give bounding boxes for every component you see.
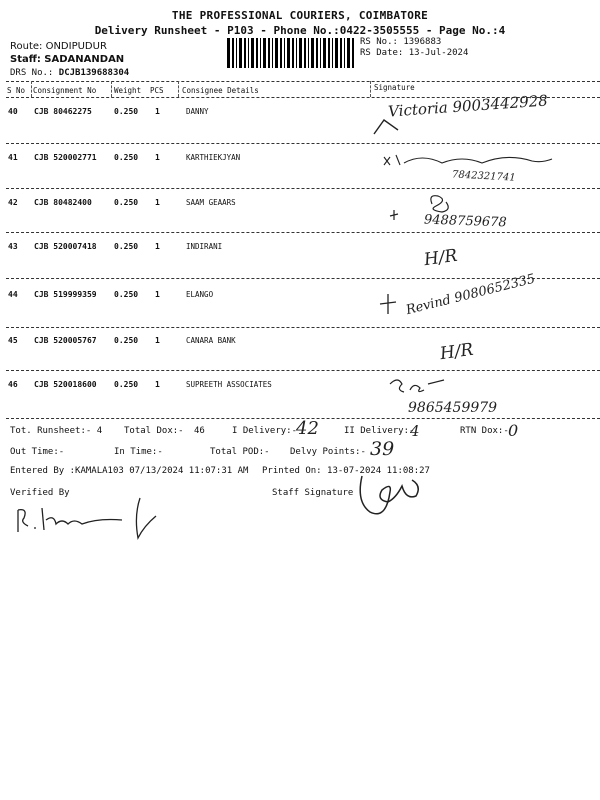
row-46-signature-mark [388, 376, 448, 398]
rtn-dox-value: 0 [508, 421, 519, 440]
row-40-consignment: CJB 80462275 [34, 107, 92, 116]
row-42-sno: 42 [8, 198, 18, 207]
row-42-consignment: CJB 80482400 [34, 198, 92, 207]
row-46-consignee: SUPREETH ASSOCIATES [186, 380, 272, 389]
out-time-label: Out Time:- [10, 447, 65, 457]
drs-label: DRS No.: [10, 68, 54, 78]
row-44-sno: 44 [8, 290, 18, 299]
row-40-consignee: DANNY [186, 107, 209, 116]
i-delivery-label: I Delivery:- [232, 426, 298, 436]
row-40-weight: 0.250 [114, 107, 139, 116]
row-44-signature-mark [376, 292, 406, 316]
row-46-consignment: CJB 520018600 [34, 380, 97, 389]
col-pcs: PCS [150, 86, 164, 95]
col-sep [31, 81, 32, 97]
tot-runsheet: Tot. Runsheet:- 4 [10, 426, 103, 436]
drs-value: DCJB139688304 [58, 68, 130, 78]
row-46-weight: 0.250 [114, 380, 139, 389]
row-46-pcs: 1 [155, 380, 160, 389]
row-divider [6, 188, 600, 189]
row-45-pcs: 1 [155, 336, 160, 345]
row-43-sno: 43 [8, 242, 18, 251]
verified-by-label: Verified By [10, 488, 70, 498]
delvy-points-value: 39 [370, 438, 395, 460]
row-45-weight: 0.250 [114, 336, 139, 345]
row-43-consignment: CJB 520007418 [34, 242, 97, 251]
row-41-consignment: CJB 520002771 [34, 153, 97, 162]
col-consignment: Consignment No [33, 86, 97, 95]
col-sno: S No [7, 86, 26, 95]
row-41-weight: 0.250 [114, 153, 139, 162]
row-41-pcs: 1 [155, 153, 160, 162]
row-41-sno: 41 [8, 153, 18, 162]
row-41-signature-mark [382, 151, 554, 169]
row-41-handwriting: 7842321741 [451, 169, 516, 184]
total-dox-value: 46 [194, 426, 205, 436]
row-42-pcs: 1 [155, 198, 160, 207]
in-time-label: In Time:- [114, 447, 163, 457]
row-42-handwriting: 9488759678 [423, 212, 507, 231]
header-divider-top [6, 81, 600, 82]
row-45-consignee: CANARA BANK [186, 336, 236, 345]
row-43-handwriting: H/R [422, 245, 459, 271]
printed-on: Printed On: 13-07-2024 11:08:27 [262, 466, 430, 476]
row-46-handwriting: 9865459979 [408, 400, 498, 416]
row-44-consignee: ELANGO [186, 290, 214, 299]
staff-signature-label: Staff Signature [272, 488, 354, 498]
row-divider [6, 370, 600, 371]
row-45-consignment: CJB 520005767 [34, 336, 97, 345]
i-delivery-value: 42 [296, 418, 319, 439]
col-sep [111, 81, 112, 97]
row-43-pcs: 1 [155, 242, 160, 251]
row-44-consignment: CJB 519999359 [34, 290, 97, 299]
row-divider [6, 232, 600, 233]
delvy-points-label: Delvy Points:- [290, 447, 366, 457]
col-signature: Signature [374, 83, 415, 92]
row-divider [6, 327, 600, 328]
staff-signature [346, 472, 426, 526]
total-pod-label: Total POD:- [210, 447, 270, 457]
rs-number: RS No.: 1396883 [360, 37, 442, 47]
entered-by: Entered By :KAMALA103 07/13/2024 11:07:31 AM [10, 466, 249, 476]
row-divider [6, 143, 600, 144]
row-44-weight: 0.250 [114, 290, 139, 299]
runsheet-subtitle: Delivery Runsheet - P103 - Phone No.:0422-3505555 - Page No.:4 [94, 24, 506, 37]
drs-number [10, 68, 129, 78]
row-45-sno: 45 [8, 336, 18, 345]
company-title: THE PROFESSIONAL COURIERS, COIMBATORE [171, 9, 429, 22]
row-43-weight: 0.250 [114, 242, 139, 251]
rs-date: RS Date: 13-Jul-2024 [360, 48, 469, 58]
row-43-consignee: INDIRANI [186, 242, 223, 251]
rtn-dox-label: RTN Dox:- [460, 426, 509, 436]
col-weight: Weight [114, 86, 142, 95]
col-sep [370, 81, 371, 97]
route-label: Route: ONDIPUDUR [10, 41, 107, 52]
row-42-consignee: SAAM GEAARS [186, 198, 236, 207]
verifier-signature [12, 496, 162, 542]
col-sep [178, 81, 179, 97]
row-40-sno: 40 [8, 107, 18, 116]
row-40-handwriting: Victoria 9003442928 [387, 91, 549, 121]
ii-delivery-label: II Delivery:- [344, 426, 415, 436]
staff-label: Staff: SADANANDAN [10, 54, 125, 65]
row-40-pcs: 1 [155, 107, 160, 116]
row-44-pcs: 1 [155, 290, 160, 299]
barcode-image [227, 38, 355, 68]
total-dox-label: Total Dox:- [124, 426, 184, 436]
row-41-consignee: KARTHIEKJYAN [186, 153, 241, 162]
row-42-weight: 0.250 [114, 198, 139, 207]
col-consignee: Consignee Details [182, 86, 259, 95]
row-44-handwriting: Revind 9080652335 [404, 271, 537, 319]
row-45-handwriting: H/R [438, 339, 475, 365]
ii-delivery-value: 4 [410, 422, 420, 440]
row-40-signature-mark [372, 116, 402, 140]
row-46-sno: 46 [8, 380, 18, 389]
